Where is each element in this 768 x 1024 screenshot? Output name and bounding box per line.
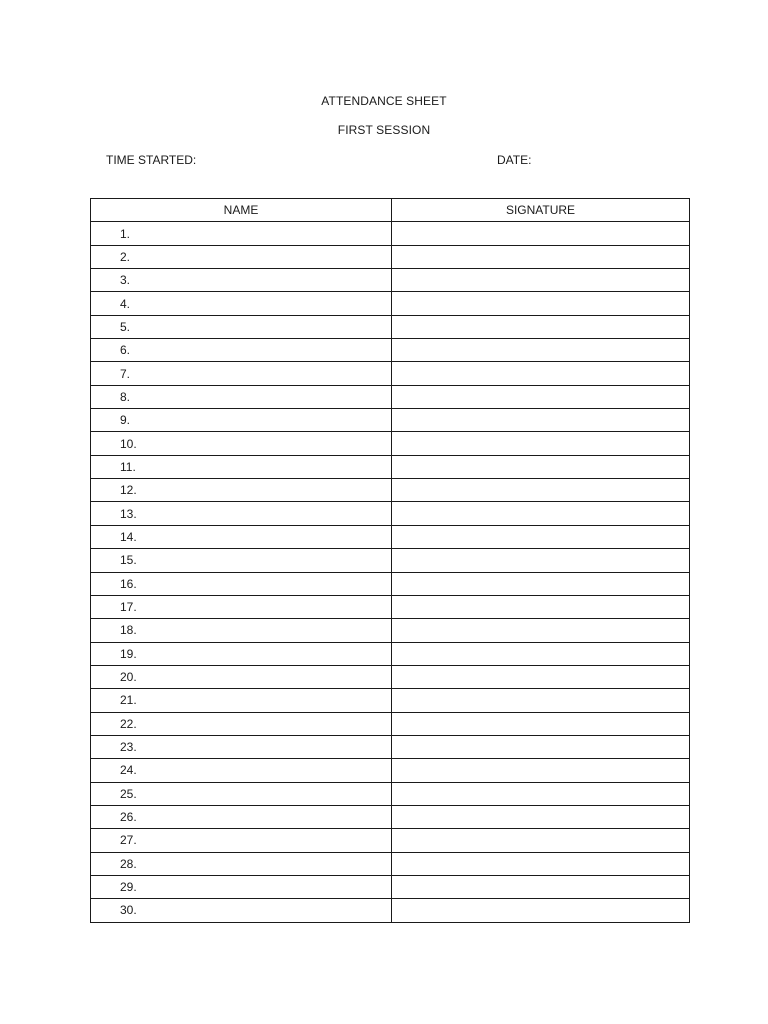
row-number-name-cell[interactable]: 14. bbox=[91, 525, 392, 548]
row-number-name-cell[interactable]: 25. bbox=[91, 782, 392, 805]
table-row bbox=[91, 455, 690, 478]
signature-cell[interactable] bbox=[392, 292, 690, 315]
signature-cell[interactable] bbox=[392, 315, 690, 338]
table-row bbox=[91, 525, 690, 548]
row-number-name-cell[interactable]: 1. bbox=[91, 222, 392, 245]
table-row bbox=[91, 712, 690, 735]
signature-cell[interactable] bbox=[392, 689, 690, 712]
attendance-table bbox=[90, 198, 690, 923]
table-row bbox=[91, 759, 690, 782]
row-number-name-cell[interactable]: 11. bbox=[91, 455, 392, 478]
table-row bbox=[91, 899, 690, 922]
signature-cell[interactable] bbox=[392, 362, 690, 385]
row-number-name-cell[interactable]: 10. bbox=[91, 432, 392, 455]
signature-cell[interactable] bbox=[392, 759, 690, 782]
page-title: ATTENDANCE SHEET bbox=[321, 94, 447, 108]
date-label: DATE: bbox=[497, 153, 532, 167]
table-row bbox=[91, 479, 690, 502]
attendance-rows bbox=[91, 222, 690, 922]
table-row bbox=[91, 619, 690, 642]
row-number-name-cell[interactable]: 5. bbox=[91, 315, 392, 338]
table-row bbox=[91, 595, 690, 618]
signature-cell[interactable] bbox=[392, 455, 690, 478]
signature-cell[interactable] bbox=[392, 852, 690, 875]
table-row bbox=[91, 362, 690, 385]
signature-cell[interactable] bbox=[392, 712, 690, 735]
table-row bbox=[91, 805, 690, 828]
signature-cell[interactable] bbox=[392, 642, 690, 665]
row-number-name-cell[interactable]: 6. bbox=[91, 339, 392, 362]
signature-cell[interactable] bbox=[392, 339, 690, 362]
row-number-name-cell[interactable]: 26. bbox=[91, 805, 392, 828]
table-row bbox=[91, 549, 690, 572]
table-row bbox=[91, 572, 690, 595]
row-number-name-cell[interactable]: 12. bbox=[91, 479, 392, 502]
signature-cell[interactable] bbox=[392, 782, 690, 805]
name-column-header: NAME bbox=[91, 199, 392, 222]
row-number-name-cell[interactable]: 3. bbox=[91, 269, 392, 292]
signature-column-header: SIGNATURE bbox=[392, 199, 690, 222]
row-number-name-cell[interactable]: 20. bbox=[91, 665, 392, 688]
row-number-name-cell[interactable]: 13. bbox=[91, 502, 392, 525]
row-number-name-cell[interactable]: 29. bbox=[91, 875, 392, 898]
time-started-label: TIME STARTED: bbox=[106, 153, 197, 167]
table-row bbox=[91, 245, 690, 268]
signature-cell[interactable] bbox=[392, 665, 690, 688]
row-number-name-cell[interactable]: 21. bbox=[91, 689, 392, 712]
row-number-name-cell[interactable]: 22. bbox=[91, 712, 392, 735]
table-row bbox=[91, 292, 690, 315]
row-number-name-cell[interactable]: 30. bbox=[91, 899, 392, 922]
signature-cell[interactable] bbox=[392, 572, 690, 595]
row-number-name-cell[interactable]: 23. bbox=[91, 735, 392, 758]
table-row bbox=[91, 829, 690, 852]
row-number-name-cell[interactable]: 16. bbox=[91, 572, 392, 595]
session-subtitle: FIRST SESSION bbox=[337, 123, 431, 137]
signature-cell[interactable] bbox=[392, 595, 690, 618]
table-row bbox=[91, 339, 690, 362]
table-row bbox=[91, 222, 690, 245]
row-number-name-cell[interactable]: 17. bbox=[91, 595, 392, 618]
table-row bbox=[91, 432, 690, 455]
row-number-name-cell[interactable]: 9. bbox=[91, 409, 392, 432]
signature-cell[interactable] bbox=[392, 899, 690, 922]
row-number-name-cell[interactable]: 4. bbox=[91, 292, 392, 315]
row-number-name-cell[interactable]: 27. bbox=[91, 829, 392, 852]
row-number-name-cell[interactable]: 8. bbox=[91, 385, 392, 408]
table-row bbox=[91, 642, 690, 665]
signature-cell[interactable] bbox=[392, 269, 690, 292]
row-number-name-cell[interactable]: 28. bbox=[91, 852, 392, 875]
table-row bbox=[91, 782, 690, 805]
table-row bbox=[91, 409, 690, 432]
signature-cell[interactable] bbox=[392, 829, 690, 852]
row-number-name-cell[interactable]: 18. bbox=[91, 619, 392, 642]
table-row bbox=[91, 689, 690, 712]
row-number-name-cell[interactable]: 24. bbox=[91, 759, 392, 782]
table-row bbox=[91, 875, 690, 898]
signature-cell[interactable] bbox=[392, 385, 690, 408]
signature-cell[interactable] bbox=[392, 875, 690, 898]
row-number-name-cell[interactable]: 2. bbox=[91, 245, 392, 268]
signature-cell[interactable] bbox=[392, 222, 690, 245]
table-row bbox=[91, 735, 690, 758]
signature-cell[interactable] bbox=[392, 805, 690, 828]
table-row bbox=[91, 315, 690, 338]
row-number-name-cell[interactable]: 7. bbox=[91, 362, 392, 385]
table-row bbox=[91, 502, 690, 525]
signature-cell[interactable] bbox=[392, 549, 690, 572]
signature-cell[interactable] bbox=[392, 619, 690, 642]
table-row bbox=[91, 665, 690, 688]
signature-cell[interactable] bbox=[392, 735, 690, 758]
table-row bbox=[91, 269, 690, 292]
signature-cell[interactable] bbox=[392, 502, 690, 525]
signature-cell[interactable] bbox=[392, 479, 690, 502]
signature-cell[interactable] bbox=[392, 245, 690, 268]
row-number-name-cell[interactable]: 15. bbox=[91, 549, 392, 572]
row-number-name-cell[interactable]: 19. bbox=[91, 642, 392, 665]
signature-cell[interactable] bbox=[392, 525, 690, 548]
table-row bbox=[91, 385, 690, 408]
signature-cell[interactable] bbox=[392, 409, 690, 432]
table-row bbox=[91, 852, 690, 875]
table-header-row bbox=[91, 199, 690, 222]
signature-cell[interactable] bbox=[392, 432, 690, 455]
